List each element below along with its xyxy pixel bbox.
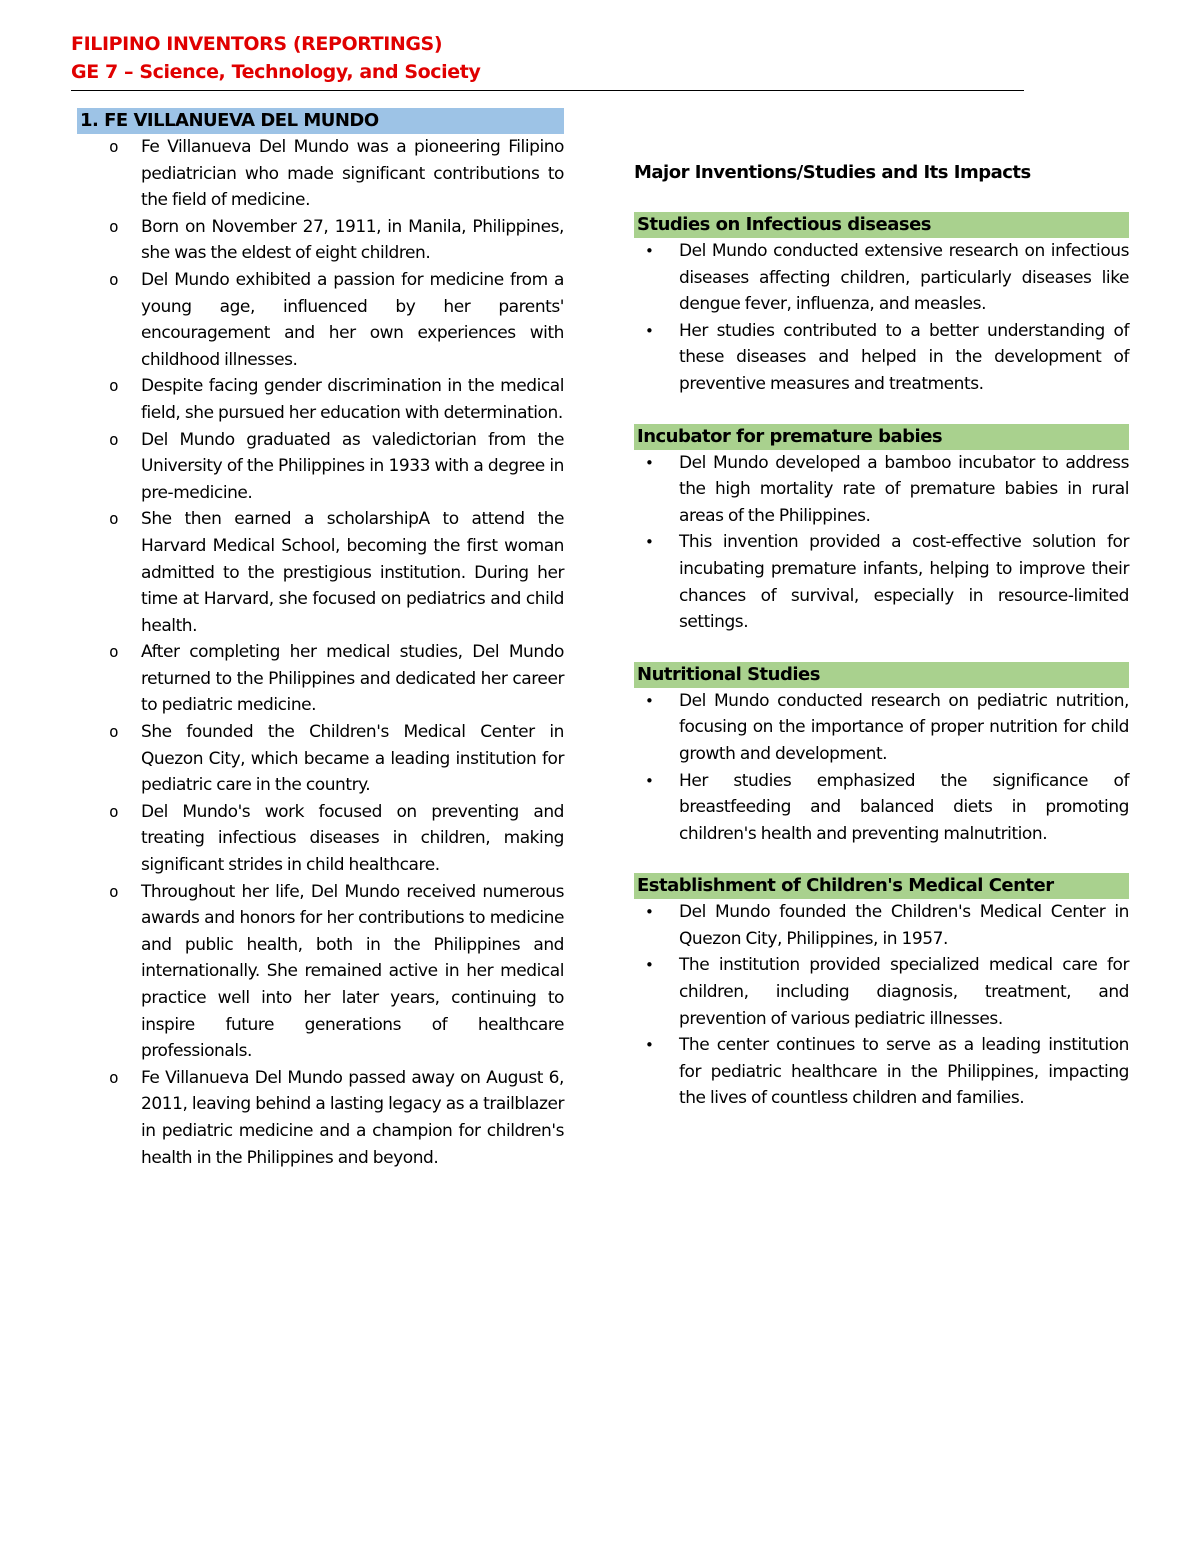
document-header — [71, 30, 480, 86]
list-item — [634, 952, 1129, 1032]
bullet-marker: o — [109, 642, 119, 662]
section-list — [634, 899, 1129, 1112]
list-item — [634, 1032, 1129, 1112]
bullet-marker: o — [109, 376, 119, 396]
item-text: Del Mundo founded the Children's Medical Center in Quezon City, Philippines, in 1957. — [679, 902, 1129, 949]
item-text: Del Mundo conducted research on pediatric nutrition, focusing on the importance of proper nutrition for child growth and development. — [679, 690, 1129, 764]
bullet-marker: o — [109, 801, 119, 821]
list-item — [77, 214, 564, 267]
left-column — [77, 108, 564, 1171]
section-heading: Studies on Infectious diseases — [634, 212, 1129, 238]
section-incubator — [634, 424, 1129, 636]
bullet-marker: o — [109, 1067, 119, 1087]
bullet-marker: • — [645, 242, 654, 260]
bullet-marker: o — [109, 881, 119, 901]
section-heading: Establishment of Children's Medical Center — [634, 873, 1129, 899]
bullet-marker: o — [109, 216, 119, 236]
bullet-marker: o — [109, 509, 119, 529]
header-course: GE 7 – Science, Technology, and Society — [71, 61, 481, 83]
list-item — [634, 768, 1129, 848]
bullet-marker: o — [109, 269, 119, 289]
list-item — [77, 799, 564, 879]
list-item — [77, 134, 564, 214]
list-item — [77, 639, 564, 719]
impacts-title: Major Inventions/Studies and Its Impacts — [634, 162, 1031, 183]
section-infectious-diseases — [634, 212, 1129, 398]
list-item — [77, 1065, 564, 1171]
section-heading: Nutritional Studies — [634, 662, 1129, 688]
list-item — [77, 427, 564, 507]
header-divider — [71, 90, 1024, 91]
bullet-marker: o — [109, 722, 119, 742]
bullet-marker: • — [645, 453, 654, 472]
item-text: This invention provided a cost-effective solution for incubating premature infants, helping to improve their chances of survival, especially in resource-limited settings. — [679, 532, 1129, 633]
item-text: She then earned a scholarshipA to attend the Harvard Medical School, becoming the first woman admitted to the prestigious institution. During her time at Harvard, she focused on pediatrics and child health. — [141, 509, 564, 636]
list-item — [77, 267, 564, 373]
list-item — [77, 373, 564, 426]
item-text: Del Mundo developed a bamboo incubator to address the high mortality rate of premature babies in rural areas of the Philippines. — [679, 452, 1129, 526]
item-text: Del Mundo conducted extensive research on infectious diseases affecting children, particularly diseases like dengue fever, influenza, and measles. — [679, 241, 1129, 315]
list-item — [634, 450, 1129, 530]
item-text: Her studies emphasized the significance of breastfeeding and balanced diets in promoting children's health and preventing malnutrition. — [679, 770, 1129, 844]
list-item — [634, 688, 1129, 768]
list-item — [634, 529, 1129, 635]
item-text: Despite facing gender discrimination in the medical field, she pursued her education with determination. — [141, 376, 564, 423]
section-list — [634, 688, 1129, 848]
list-item — [77, 719, 564, 799]
list-item — [634, 318, 1129, 398]
item-text: Fe Villanueva Del Mundo passed away on August 6, 2011, leaving behind a lasting legacy as a trailblazer in pediatric medicine and a champion for children's health in the Philippines and beyond. — [141, 1067, 564, 1168]
section-list — [634, 238, 1129, 398]
bullet-marker: • — [645, 771, 654, 790]
item-text: Throughout her life, Del Mundo received numerous awards and honors for her contributions to medicine and public health, both in the Philippines and internationally. She remained active in her medical practice well into her later years, continuing to inspire future generations of healthcare professionals. — [141, 881, 564, 1062]
item-text: Del Mundo exhibited a passion for medicine from a young age, influenced by her parents' encouragement and her own experiences with childhood illnesses. — [141, 269, 564, 370]
section-heading: Incubator for premature babies — [634, 424, 1129, 450]
bullet-marker: • — [645, 956, 654, 975]
bullet-marker: • — [645, 321, 654, 340]
list-item — [77, 506, 564, 639]
list-item — [77, 879, 564, 1065]
bullet-marker: o — [109, 429, 119, 449]
item-text: After completing her medical studies, Del Mundo returned to the Philippines and dedicated her career to pediatric medicine. — [141, 642, 564, 716]
item-text: Del Mundo's work focused on preventing and treating infectious diseases in children, making significant strides in child healthcare. — [141, 801, 564, 876]
bullet-marker: • — [645, 691, 654, 710]
inventor-heading: 1. FE VILLANUEVA DEL MUNDO — [77, 108, 564, 134]
section-list — [634, 450, 1129, 636]
item-text: The institution provided specialized medical care for children, including diagnosis, treatment, and prevention of various pediatric illnesses. — [679, 955, 1129, 1029]
section-nutritional-studies — [634, 662, 1129, 848]
item-text: Born on November 27, 1911, in Manila, Philippines, she was the eldest of eight children. — [141, 216, 564, 264]
section-medical-center — [634, 873, 1129, 1112]
bullet-marker: • — [645, 533, 654, 552]
list-item — [634, 899, 1129, 952]
biography-list — [77, 134, 564, 1171]
item-text: Fe Villanueva Del Mundo was a pioneering Filipino pediatrician who made significant contributions to the field of medicine. — [141, 137, 564, 211]
bullet-marker: • — [645, 1036, 654, 1055]
list-item — [634, 238, 1129, 318]
item-text: The center continues to serve as a leading institution for pediatric healthcare in the Philippines, impacting the lives of countless children and families. — [679, 1035, 1129, 1109]
item-text: Del Mundo graduated as valedictorian from the University of the Philippines in 1933 with a degree in pre-medicine. — [141, 429, 564, 503]
item-text: Her studies contributed to a better understanding of these diseases and helped in the development of preventive measures and treatments. — [679, 320, 1129, 394]
bullet-marker: o — [109, 137, 119, 156]
bullet-marker: • — [645, 903, 654, 922]
header-title: FILIPINO INVENTORS (REPORTINGS) — [71, 33, 443, 55]
item-text: She founded the Children's Medical Center in Quezon City, which became a leading institution for pediatric care in the country. — [141, 722, 564, 796]
right-column — [634, 160, 1129, 1138]
